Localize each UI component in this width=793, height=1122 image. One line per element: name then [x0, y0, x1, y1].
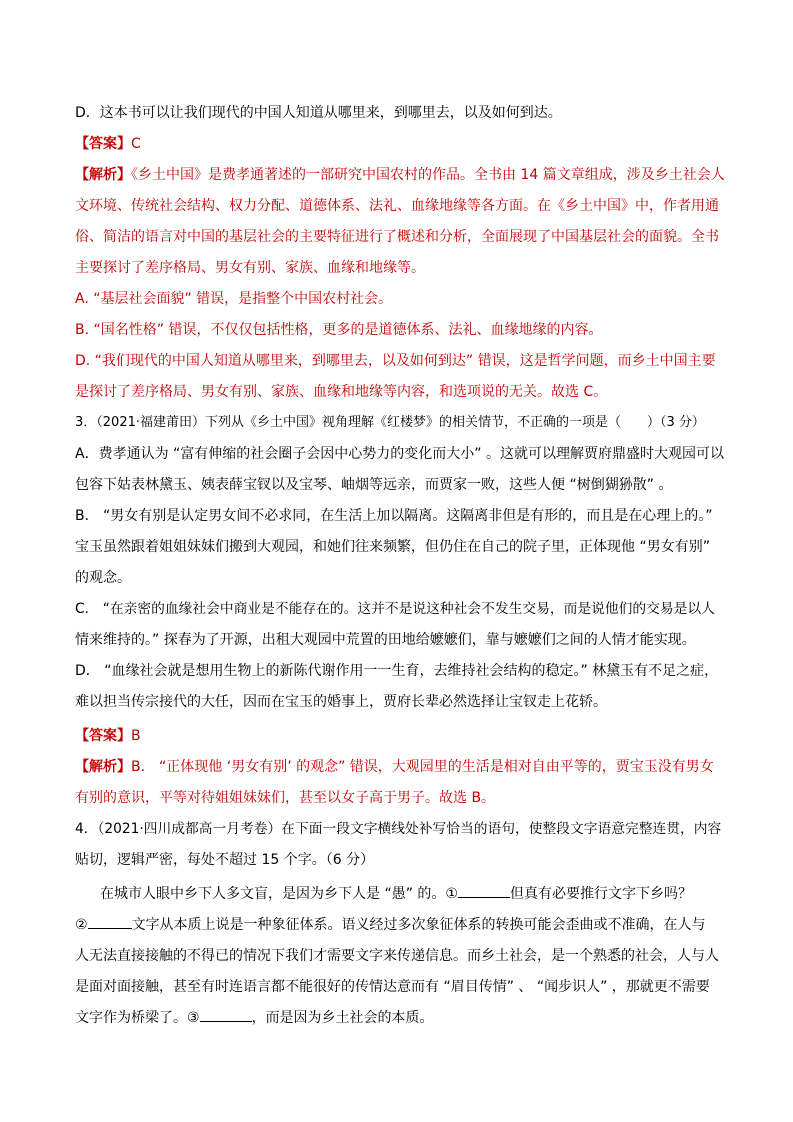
option-text: A．费孝通认为 “富有伸缩的社会圈子会因中心势力的变化而大小” 。这就可以理解贾府鼎盛时大观园可以: [75, 446, 724, 462]
explanation-text: D. “我们现代的中国人知道从哪里来，到哪里去，以及如何到达” 错误，这是哲学问题，而乡土中国主要: [75, 353, 716, 369]
option-d-text: D．这本书可以让我们现代的中国人知道从哪里来，到哪里去，以及如何到达。: [75, 105, 562, 121]
question-4-stem-line-2: [75, 849, 725, 871]
explanation-text: 主要探讨了差序格局、男女有别、家族、血缘和地缘等。: [75, 260, 425, 276]
explanation-1-line-4: [75, 257, 725, 279]
explanation-text: 有别的意识，平等对待姐姐妹妹们，甚至以女子高于男子。故选 B。: [75, 790, 496, 806]
explanation-3-line-2: [75, 787, 725, 809]
passage-text: 文字作为桥梁了。③: [75, 1010, 200, 1026]
explanation-1-line-1: [75, 164, 725, 186]
answer-value: B: [131, 728, 141, 744]
explanation-text: B． “正体现他 ‘男女有别’ 的观念” 错误，大观园里的生活是相对自由平等的，贾宝玉没有男女: [131, 759, 714, 775]
question-3-option-a-line-1: [75, 443, 725, 465]
question-3-stem: [75, 412, 725, 434]
explanation-text: 是探讨了差序格局、男女有别、家族、血缘和地缘等内容，和选项说的无关。故选 C。: [75, 384, 608, 400]
question-3-option-b-line-3: [75, 567, 725, 589]
question-3-option-d-line-2: [75, 691, 725, 713]
answer-value: C: [131, 136, 141, 152]
answer-blank-3[interactable]: [200, 1007, 252, 1022]
passage-text: 人无法直接接触的不得已的情况下我们才需要文字来传递信息。而乡土社会，是一个熟悉的社会，人与人: [75, 948, 719, 964]
option-d-line: [75, 102, 725, 124]
option-text: 包容下姑表林黛玉、姨表薛宝钗以及宝琴、岫烟等远亲，而贾家一败，这些人便 “树倒猢狲散” 。: [75, 477, 673, 493]
passage-text: 在城市人眼中乡下人多文盲，是因为乡下人是 “愚” 的。①: [100, 886, 458, 902]
explanation-1-line-7: [75, 350, 725, 372]
passage-line-1: [100, 883, 725, 905]
explanation-text: A. “基层社会面貌” 错误，是指整个中国农村社会。: [75, 291, 393, 307]
passage-line-5: [75, 1007, 725, 1029]
explanation-1-line-8: [75, 381, 725, 403]
option-text: D． “血缘社会就是想用生物上的新陈代谢作用一一生育，去维持社会结构的稳定。” 林黛玉有不足之症，: [75, 663, 719, 679]
passage-line-4: [75, 976, 725, 998]
explanation-text: 文环境、传统社会结构、权力分配、道德体系、法礼、血缘地缘等各方面。在《乡土中国》中，作者用通: [75, 198, 719, 214]
explanation-tag: 【解析】: [75, 759, 131, 775]
question-3-option-b-line-2: [75, 536, 725, 558]
answer-blank-2[interactable]: [88, 914, 132, 929]
explanation-text: 俗、简洁的语言对中国的基层社会的主要特征进行了概述和分析，全面展现了中国基层社会的面貌。全书: [75, 229, 719, 245]
option-text: 难以担当传宗接代的大任，因而在宝玉的婚事上，贾府长辈必然选择让宝钗走上花轿。: [75, 694, 607, 710]
question-3-option-c-line-2: [75, 629, 725, 651]
passage-text: 但真有必要推行文字下乡吗？: [509, 886, 692, 902]
option-text: 情来维持的。” 探春为了开源，出租大观园中荒置的田地给嬷嬷们，靠与嬷嬷们之间的人情才能实现。: [75, 632, 696, 648]
answer-blank-1[interactable]: [458, 883, 510, 898]
question-3-option-c-line-1: [75, 598, 725, 620]
explanation-1-line-5: [75, 288, 725, 310]
explanation-1-line-2: [75, 195, 725, 217]
explanation-1-line-3: [75, 226, 725, 248]
question-4-stem-line-1: [75, 818, 725, 840]
explanation-text: B. “国名性格” 错误，不仅仅包括性格，更多的是道德体系、法礼、血缘地缘的内容。: [75, 322, 603, 338]
answer-1: [75, 133, 725, 155]
question-text: 4．（2021·四川成都高一月考卷）在下面一段文字横线处补写恰当的语句，使整段文字语意完整连贯，内容: [75, 821, 722, 837]
explanation-3-line-1: [75, 756, 725, 778]
explanation-text: 《乡土中国》是费孝通著述的一部研究中国农村的作品。全书由 14 篇文章组成，涉及乡土社会人: [131, 167, 725, 183]
option-text: C． “在亲密的血缘社会中商业是不能存在的。这并不是说这种社会不发生交易，而是说他们的交易是以人: [75, 601, 715, 617]
question-3-option-d-line-1: [75, 660, 725, 682]
question-3-option-a-line-2: [75, 474, 725, 496]
passage-line-2: [75, 914, 725, 936]
question-text: 3．（2021·福建莆田）下列从《乡土中国》视角理解《红楼梦》的相关情节，不正确的一项是（ ）（3 分）: [75, 415, 705, 430]
question-text: 贴切，逻辑严密，每处不超过 15 个字。（6 分）: [75, 852, 375, 868]
option-text: B． “男女有别是认定男女间不必求同，在生活上加以隔离。这隔离非但是有形的，而且是在心理上的。”: [75, 508, 713, 524]
option-text: 的观念。: [75, 570, 131, 586]
explanation-tag: 【解析】: [75, 167, 131, 183]
explanation-1-line-6: [75, 319, 725, 341]
answer-tag: 【答案】: [75, 728, 131, 744]
passage-line-3: [75, 945, 725, 967]
answer-3: [75, 725, 725, 747]
answer-tag: 【答案】: [75, 136, 131, 152]
passage-text: 文字从本质上说是一种象征体系。语义经过多次象征体系的转换可能会歪曲或不准确，在人与: [131, 917, 706, 933]
passage-text: 是面对面接触，甚至有时连语言都不能很好的传情达意而有 “眉目传情” 、 “闻步识人” ，那就更不需要: [75, 979, 710, 995]
option-text: 宝玉虽然跟着姐姐妹妹们搬到大观园，和她们往来频繁，但仍住在自己的院子里，正体现他 “男女有别”: [75, 539, 710, 555]
passage-text: ，而是因为乡土社会的本质。: [251, 1010, 434, 1026]
question-3-option-b-line-1: [75, 505, 725, 527]
blank-marker: ②: [75, 917, 88, 933]
